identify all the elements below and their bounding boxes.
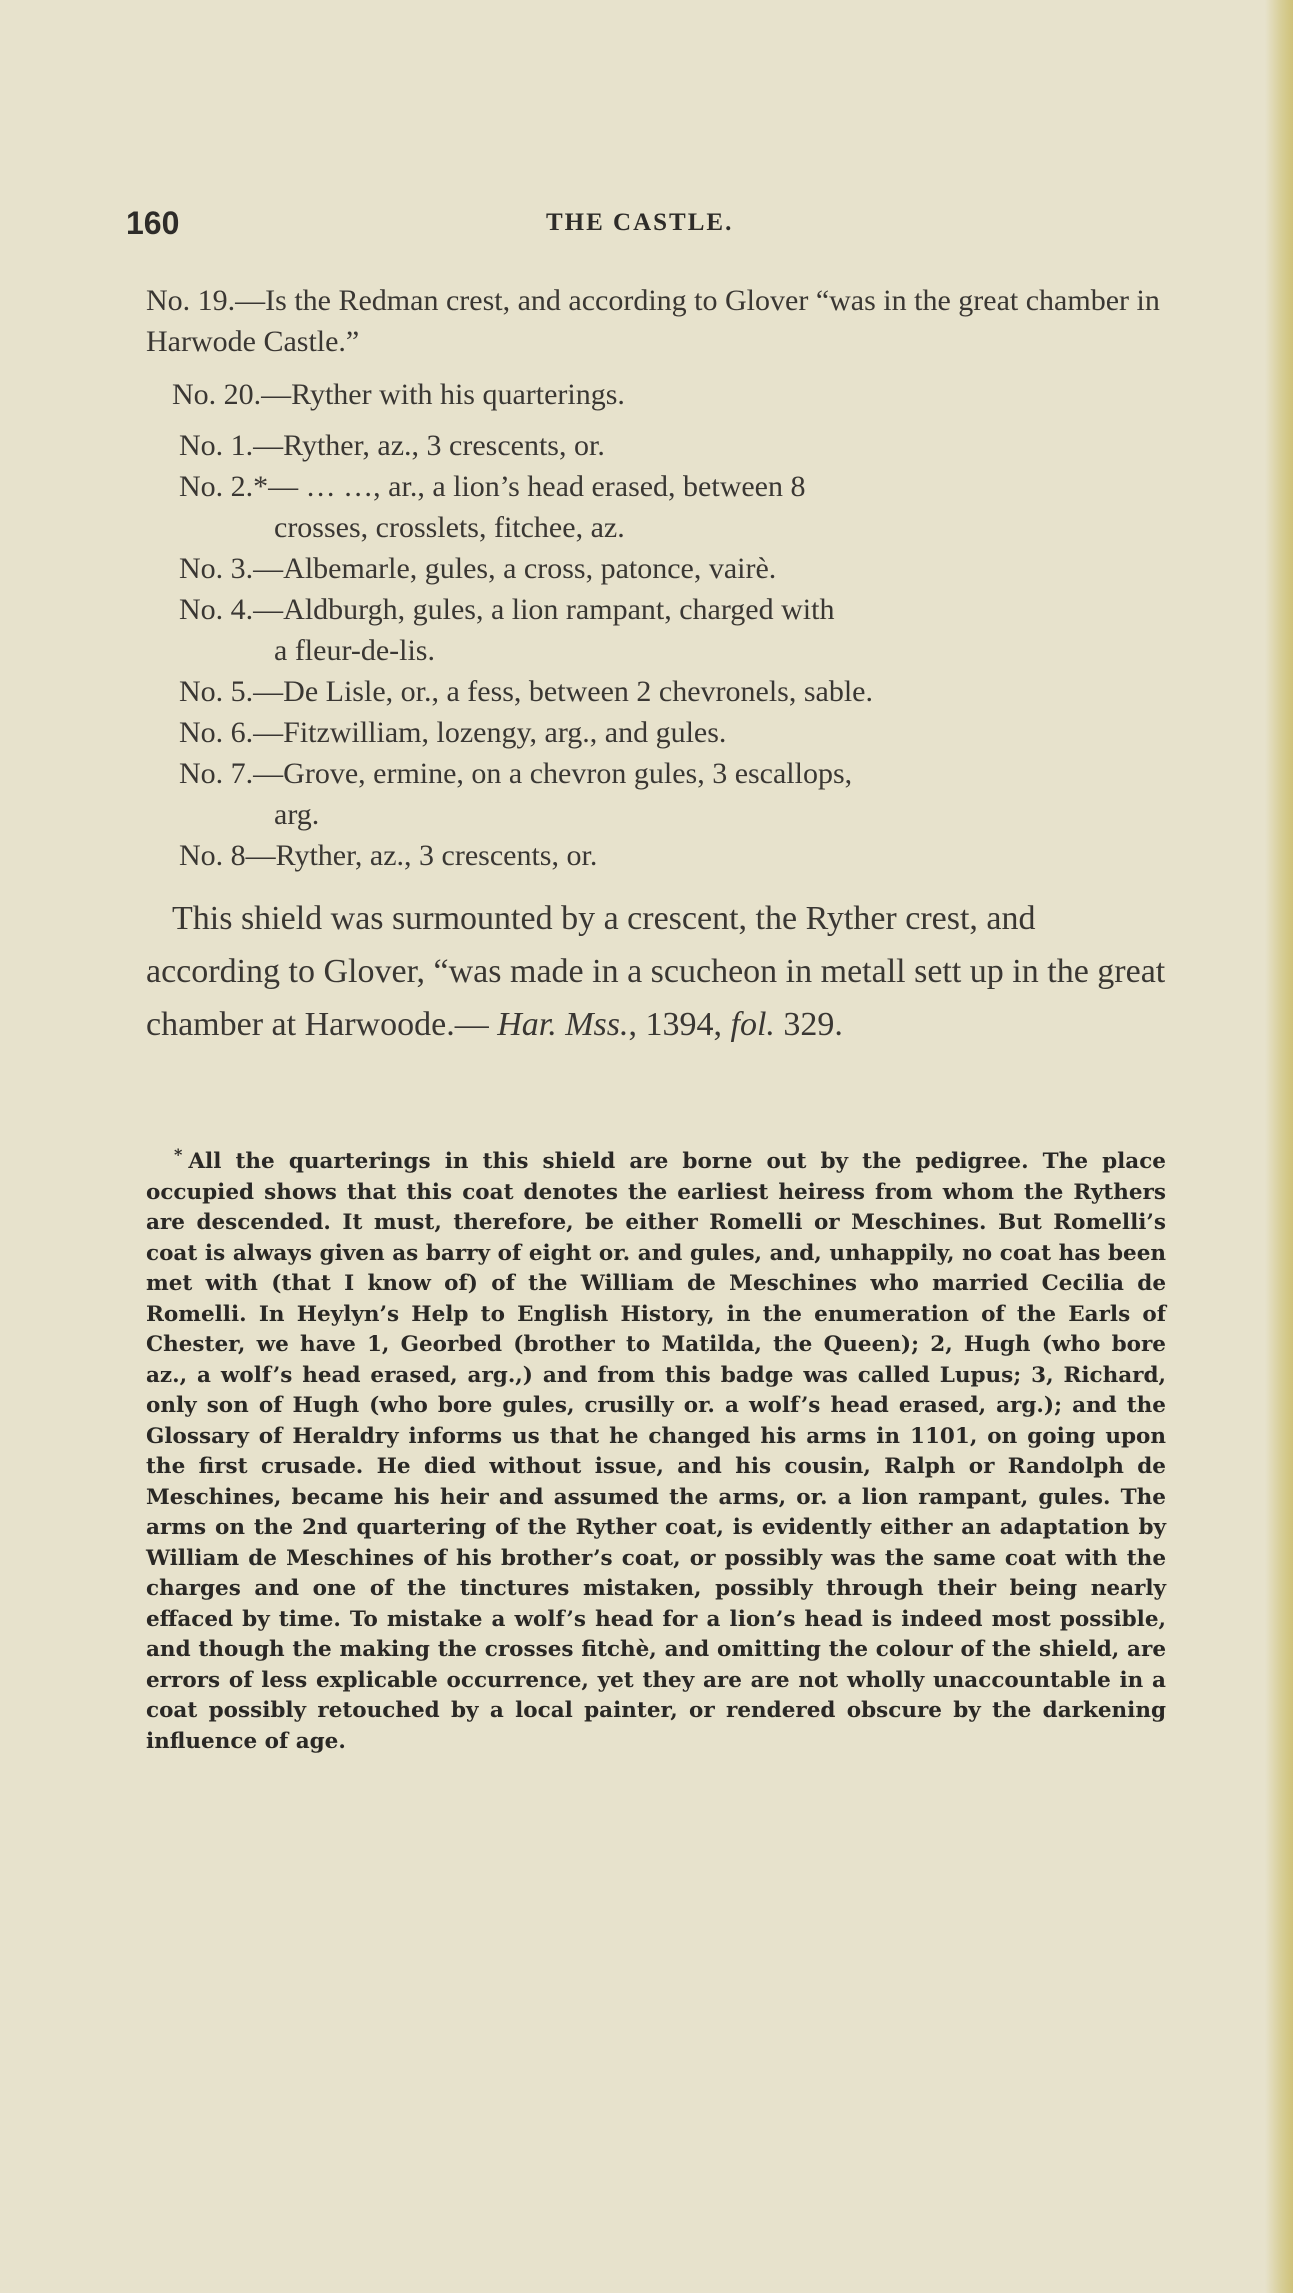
quarterings-list (146, 425, 1166, 876)
quartering-text-continued: crosses, crosslets, fitchee, az. (274, 511, 625, 544)
quartering-text-continued: a fleur-de-lis. (274, 634, 435, 667)
page-number: 160 (126, 205, 180, 241)
quartering-text: No. 5.—De Lisle, or., a fess, between 2 chevronels, sable. (179, 675, 873, 708)
quartering-text: No. 4.—Aldburgh, gules, a lion rampant, charged with (179, 593, 835, 626)
quartering-text: No. 2.*— … …, ar., a lion’s head erased, between 8 (179, 470, 806, 503)
quartering-text: No. 1.—Ryther, az., 3 crescents, or. (179, 429, 605, 462)
quartering-item (179, 466, 1166, 548)
quartering-item (179, 425, 1166, 466)
page-edge (1265, 0, 1293, 2293)
quartering-item (179, 835, 1166, 876)
citation-manuscripts: Har. Mss. (497, 1006, 629, 1043)
quartering-item (179, 753, 1166, 835)
paragraph-no-20: No. 20.—Ryther with his quarterings. (172, 378, 625, 411)
running-title: THE CASTLE. (546, 209, 734, 236)
quartering-item (179, 548, 1166, 589)
paragraph-no-19: No. 19.—Is the Redman crest, and according to Glover “was in the great chamber in Harwode Castle.” (146, 284, 1160, 358)
quartering-item (179, 671, 1166, 712)
quartering-item (179, 589, 1166, 671)
citation-folio-label: fol. (730, 1006, 775, 1043)
quartering-text: No. 8—Ryther, az., 3 crescents, or. (179, 839, 598, 872)
quartering-text-continued: arg. (274, 798, 320, 831)
footnote-text: All the quarterings in this shield are borne out by the pedigree. The place occupied shows that this coat denotes the earliest heiress from whom the Rythers are descended. It must, therefore, be either Romelli or Meschines. But Romelli’s coat is always given as barry of eight or. and gules, and, unhappily, no coat has been met with (that I know of) of the William de Meschines who married Cecilia de Romelli. In Heylyn’s Help to English History, in the enumeration of the Earls of Chester, we have 1, Georbed (brother to Matilda, the Queen); 2, Hugh (who bore az., a wolf’s head erased, arg.,) and from this badge was called Lupus; 3, Richard, only son of Hugh (who bore gules, crusilly or. a wolf’s head erased, arg.); and the Glossary of Heraldry informs us that he changed his arms in 1101, on going upon the first crusade. He died without issue, and his cousin, Ralph or Randolph de Meschines, became his heir and assumed the arms, or. a lion rampant, gules. The arms on the 2nd quartering of the Ryther coat, is evidently either an adaptation by William de Meschines of his brother’s coat, or possibly was the same coat with the charges and one of the tinctures mistaken, possibly through their being nearly effaced by time. To mistake a wolf’s head for a lion’s head is indeed most possible, and though the making the crosses fitchè, and omitting the colour of the shield, are errors of less explicable occurrence, yet they are are not wholly unaccountable in a coat possibly retouched by a local painter, or rendered obscure by the darkening influence of age. (146, 1149, 1166, 1754)
closing-text: This shield was surmounted by a crescent, the Ryther crest, and according to Glover, “was made in a scucheon in metall sett up in the great chamber at Harwoode.— (146, 900, 1166, 1043)
quartering-text: No. 6.—Fitzwilliam, lozengy, arg., and gules. (179, 716, 727, 749)
closing-paragraph (146, 892, 1166, 1051)
citation-number: , 1394, (628, 1006, 731, 1043)
footnote-marker: * (174, 1145, 183, 1164)
main-text (146, 280, 1166, 1051)
quartering-text: No. 3.—Albemarle, gules, a cross, patonce, vairè. (179, 552, 777, 585)
footnote (146, 1140, 1166, 1757)
quartering-item (179, 712, 1166, 753)
quartering-text: No. 7.—Grove, ermine, on a chevron gules, 3 escallops, (179, 757, 853, 790)
citation-folio-number: 329. (774, 1006, 843, 1043)
